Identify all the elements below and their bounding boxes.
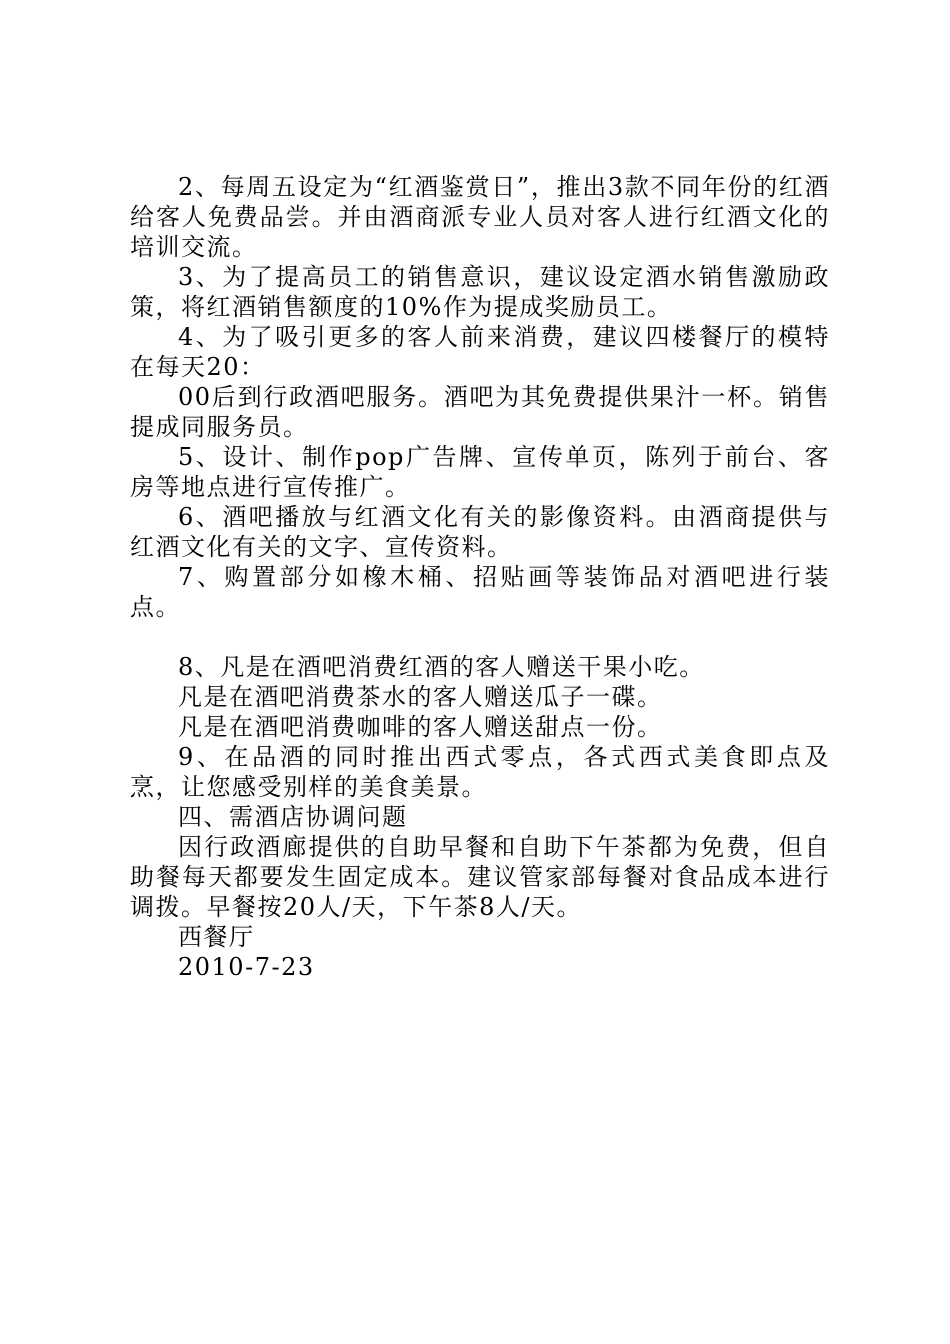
document-date: 2010-7-23 (178, 953, 315, 981)
paragraph-item-6: 6、酒吧播放与红酒文化有关的影像资料。由酒商提供与红酒文化有关的文字、宣传资料。 (130, 503, 830, 561)
paragraph-item-8: 8、凡是在酒吧消费红酒的客人赠送干果小吃。 (178, 653, 705, 681)
paragraph-item-8-tea: 凡是在酒吧消费茶水的客人赠送瓜子一碟。 (178, 683, 663, 711)
paragraph-item-4: 4、为了吸引更多的客人前来消费，建议四楼餐厅的模特在每天20： (130, 323, 830, 381)
section-heading: 四、需酒店协调问题 (178, 803, 408, 831)
paragraph-item-8-coffee: 凡是在酒吧消费咖啡的客人赠送甜点一份。 (178, 713, 663, 741)
document-body (130, 172, 830, 982)
paragraph-item-3: 3、为了提高员工的销售意识，建议设定酒水销售激励政策，将红酒销售额度的10%作为提成奖励员工。 (130, 263, 830, 321)
paragraph-item-5: 5、设计、制作pop广告牌、宣传单页，陈列于前台、客房等地点进行宣传推广。 (130, 443, 830, 501)
signature: 西餐厅 (178, 923, 255, 951)
paragraph-item-9: 9、在品酒的同时推出西式零点，各式西式美食即点及烹，让您感受别样的美食美景。 (130, 743, 830, 801)
paragraph-item-2: 2、每周五设定为“红酒鉴赏日”，推出3款不同年份的红酒给客人免费品尝。并由酒商派专业人员对客人进行红酒文化的培训交流。 (130, 173, 830, 261)
paragraph-item-4-continued: 00后到行政酒吧服务。酒吧为其免费提供果汁一杯。销售提成同服务员。 (130, 383, 830, 441)
paragraph-item-7: 7、购置部分如橡木桶、招贴画等装饰品对酒吧进行装点。 (130, 563, 830, 621)
section-body: 因行政酒廊提供的自助早餐和自助下午茶都为免费，但自助餐每天都要发生固定成本。建议管家部每餐对食品成本进行调拨。早餐按20人/天，下午茶8人/天。 (130, 833, 830, 921)
paragraph-spacer (130, 622, 830, 652)
